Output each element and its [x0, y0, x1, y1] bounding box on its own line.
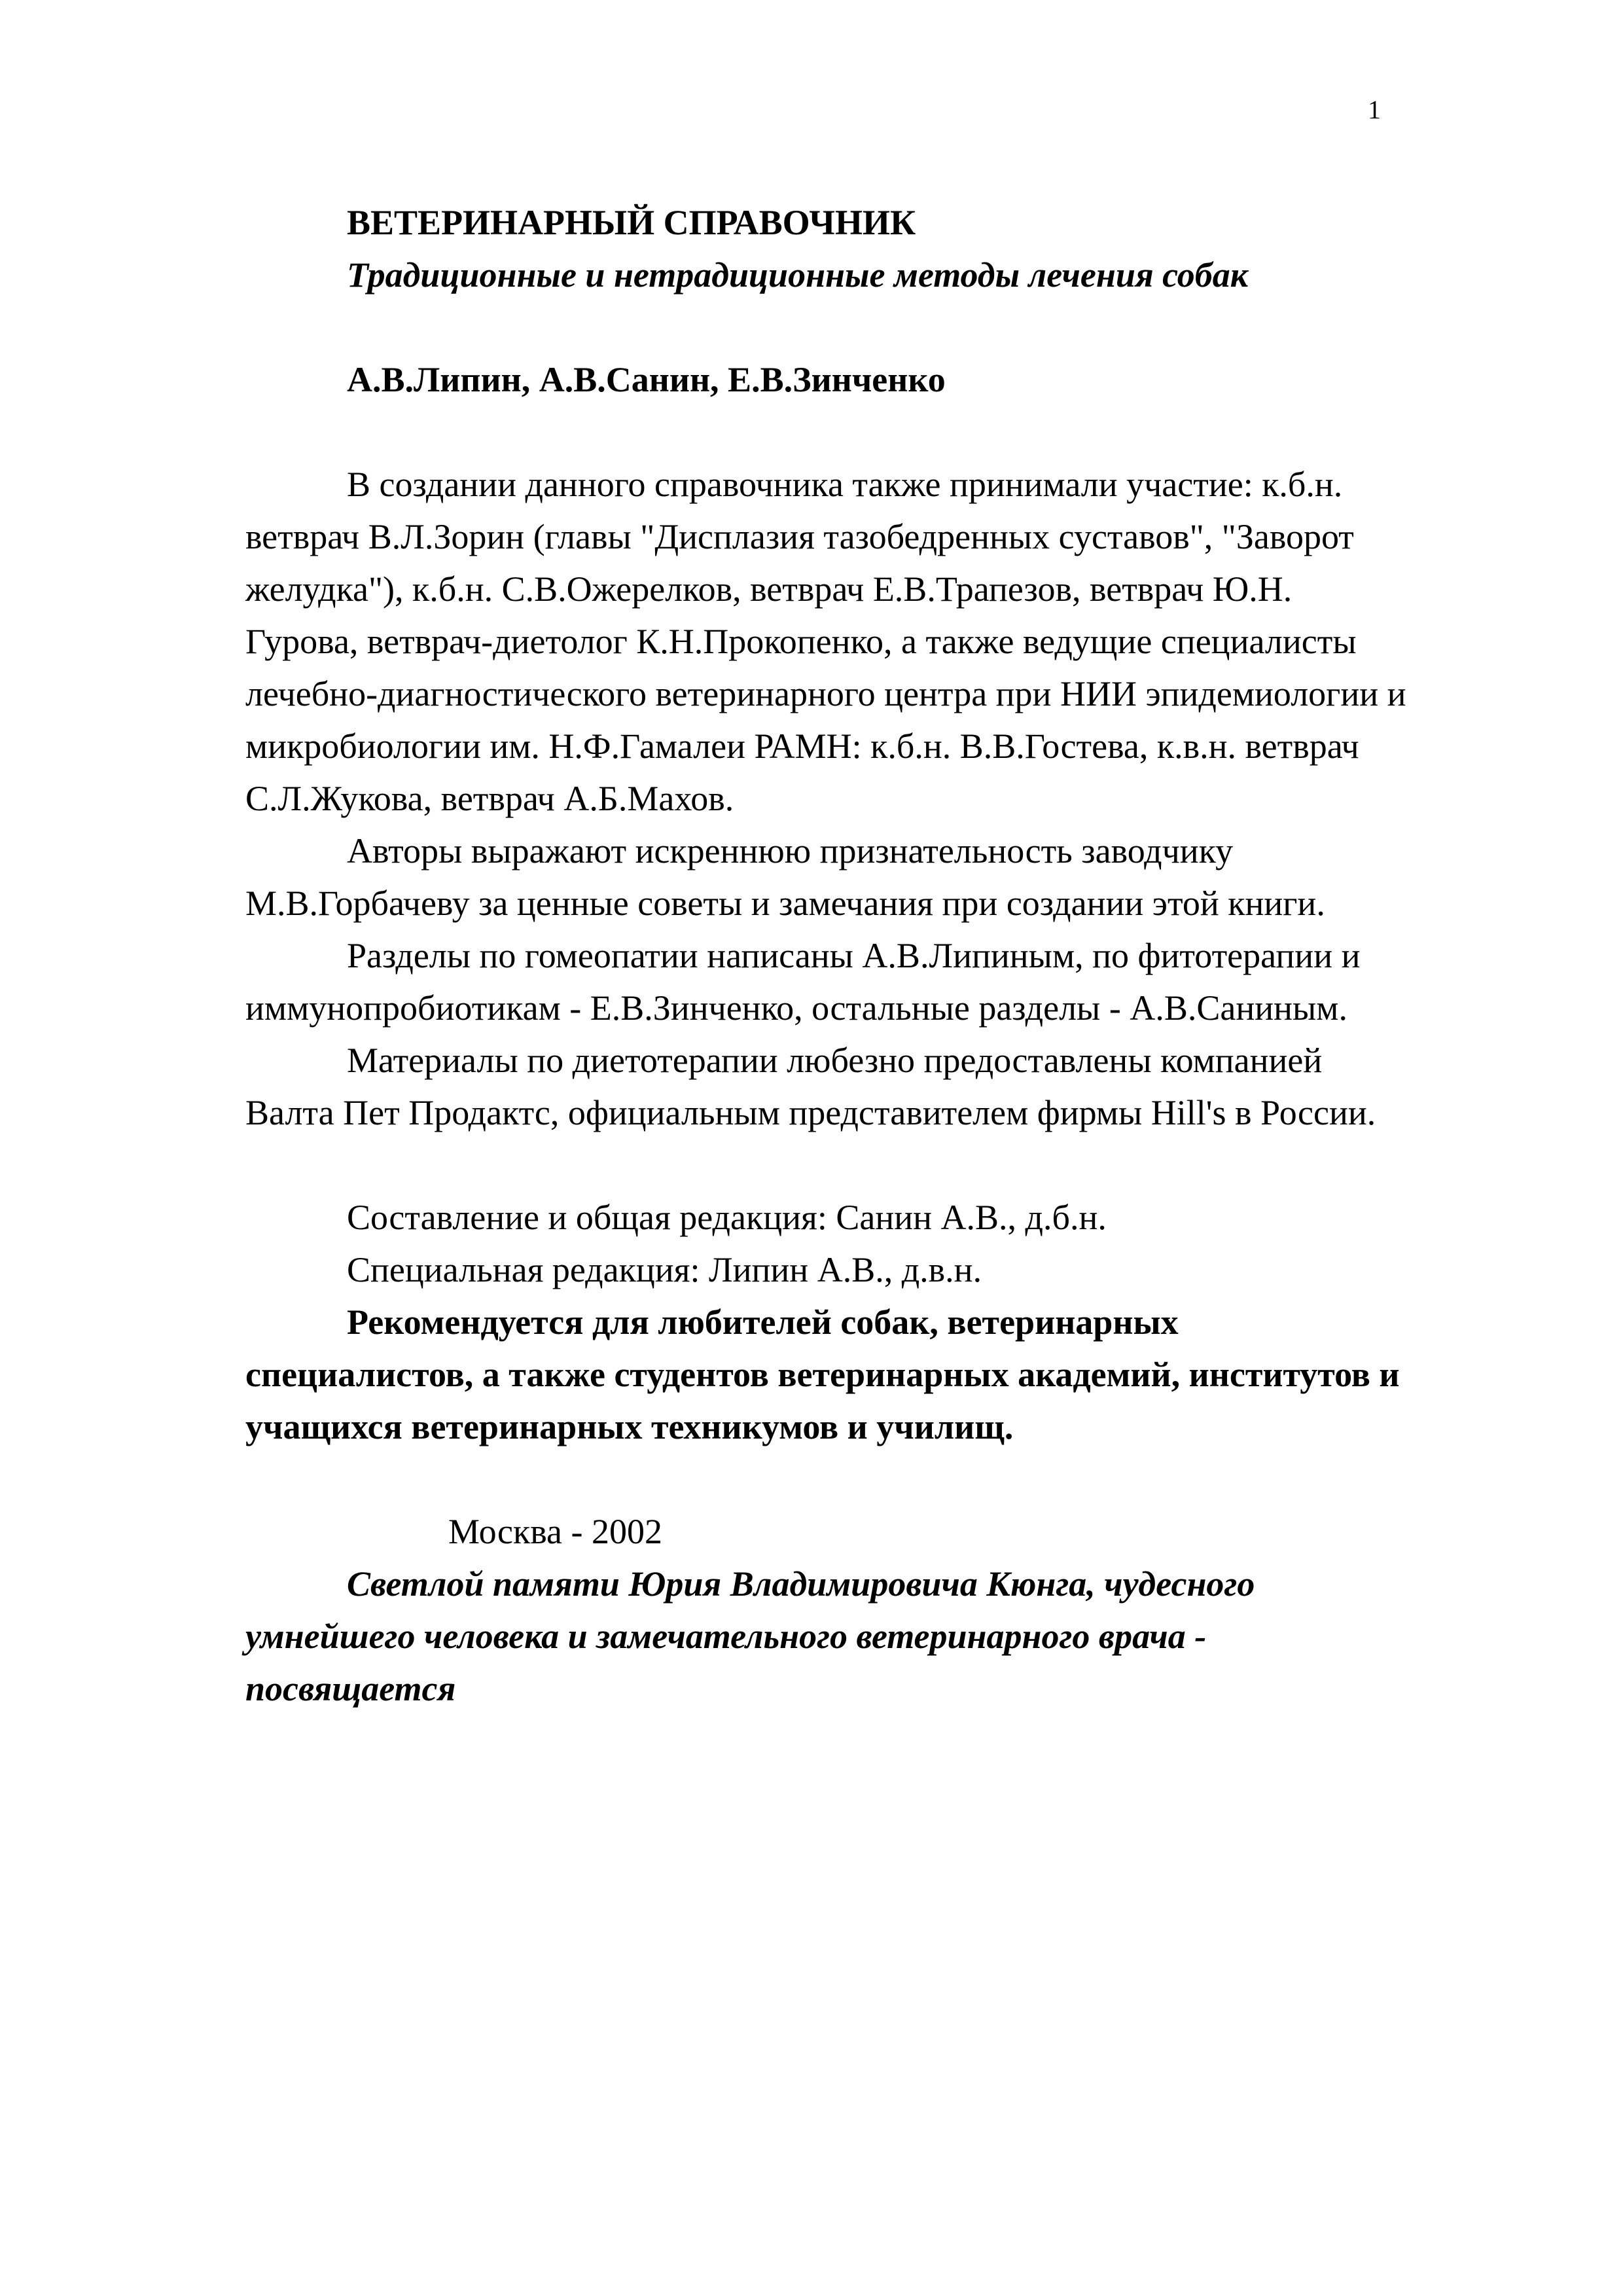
spacer	[245, 406, 1410, 458]
place-year: Москва - 2002	[448, 1512, 662, 1551]
dedication: Светлой памяти Юрия Владимировича Кюнга, чудесного умнейшего человека и замечательного ветеринарного врача - посвящается	[245, 1564, 1255, 1708]
special-editing-credit: Специальная редакция: Липин А.В., д.в.н.	[347, 1250, 982, 1289]
acknowledgement-paragraph: Авторы выражают искреннюю признательность заводчику М.В.Горбачеву за ценные советы и замечания при создании этой книги.	[245, 831, 1325, 923]
spacer	[245, 1453, 1410, 1505]
compilation-credit: Составление и общая редакция: Санин А.В., д.б.н.	[347, 1198, 1107, 1237]
book-subtitle: Традиционные и нетрадиционные методы лечения собак	[347, 255, 1249, 295]
page-number: 1	[1368, 95, 1381, 124]
sections-paragraph: Разделы по гомеопатии написаны А.В.Липиным, по фитотерапии и иммунопробиотикам - Е.В.Зинченко, остальные разделы - А.В.Саниным.	[245, 936, 1361, 1028]
contributors-paragraph: В создании данного справочника также принимали участие: к.б.н. ветврач В.Л.Зорин (главы "Дисплазия тазобедренных суставов", "Заворот желудка"), к.б.н. С.В.Ожерелков, ветврач Е.В.Трапезов, ветврач Ю.Н. Гурова, ветврач-диетолог К.Н.Прокопенко, а также ведущие специалисты лечебно-диагностического ветеринарного центра при НИИ эпидемиологии и микробиологии им. Н.Ф.Гамалеи РАМН: к.б.н. В.В.Гостева, к.в.н. ветврач С.Л.Жукова, ветврач А.Б.Махов.	[245, 465, 1406, 818]
document-body	[245, 196, 1410, 1715]
diet-materials-paragraph: Материалы по диетотерапии любезно предоставлены компанией Валта Пет Продактс, официальным представителем фирмы Hill's в России.	[245, 1041, 1376, 1132]
authors: А.В.Липин, А.В.Санин, Е.В.Зинченко	[347, 360, 946, 399]
book-title: ВЕТЕРИНАРНЫЙ СПРАВОЧНИК	[347, 203, 916, 242]
recommendation: Рекомендуется для любителей собак, ветеринарных специалистов, а также студентов ветеринарных академий, институтов и учащихся ветеринарных техникумов и училищ.	[245, 1302, 1400, 1446]
spacer	[245, 1139, 1410, 1191]
spacer	[245, 301, 1410, 353]
